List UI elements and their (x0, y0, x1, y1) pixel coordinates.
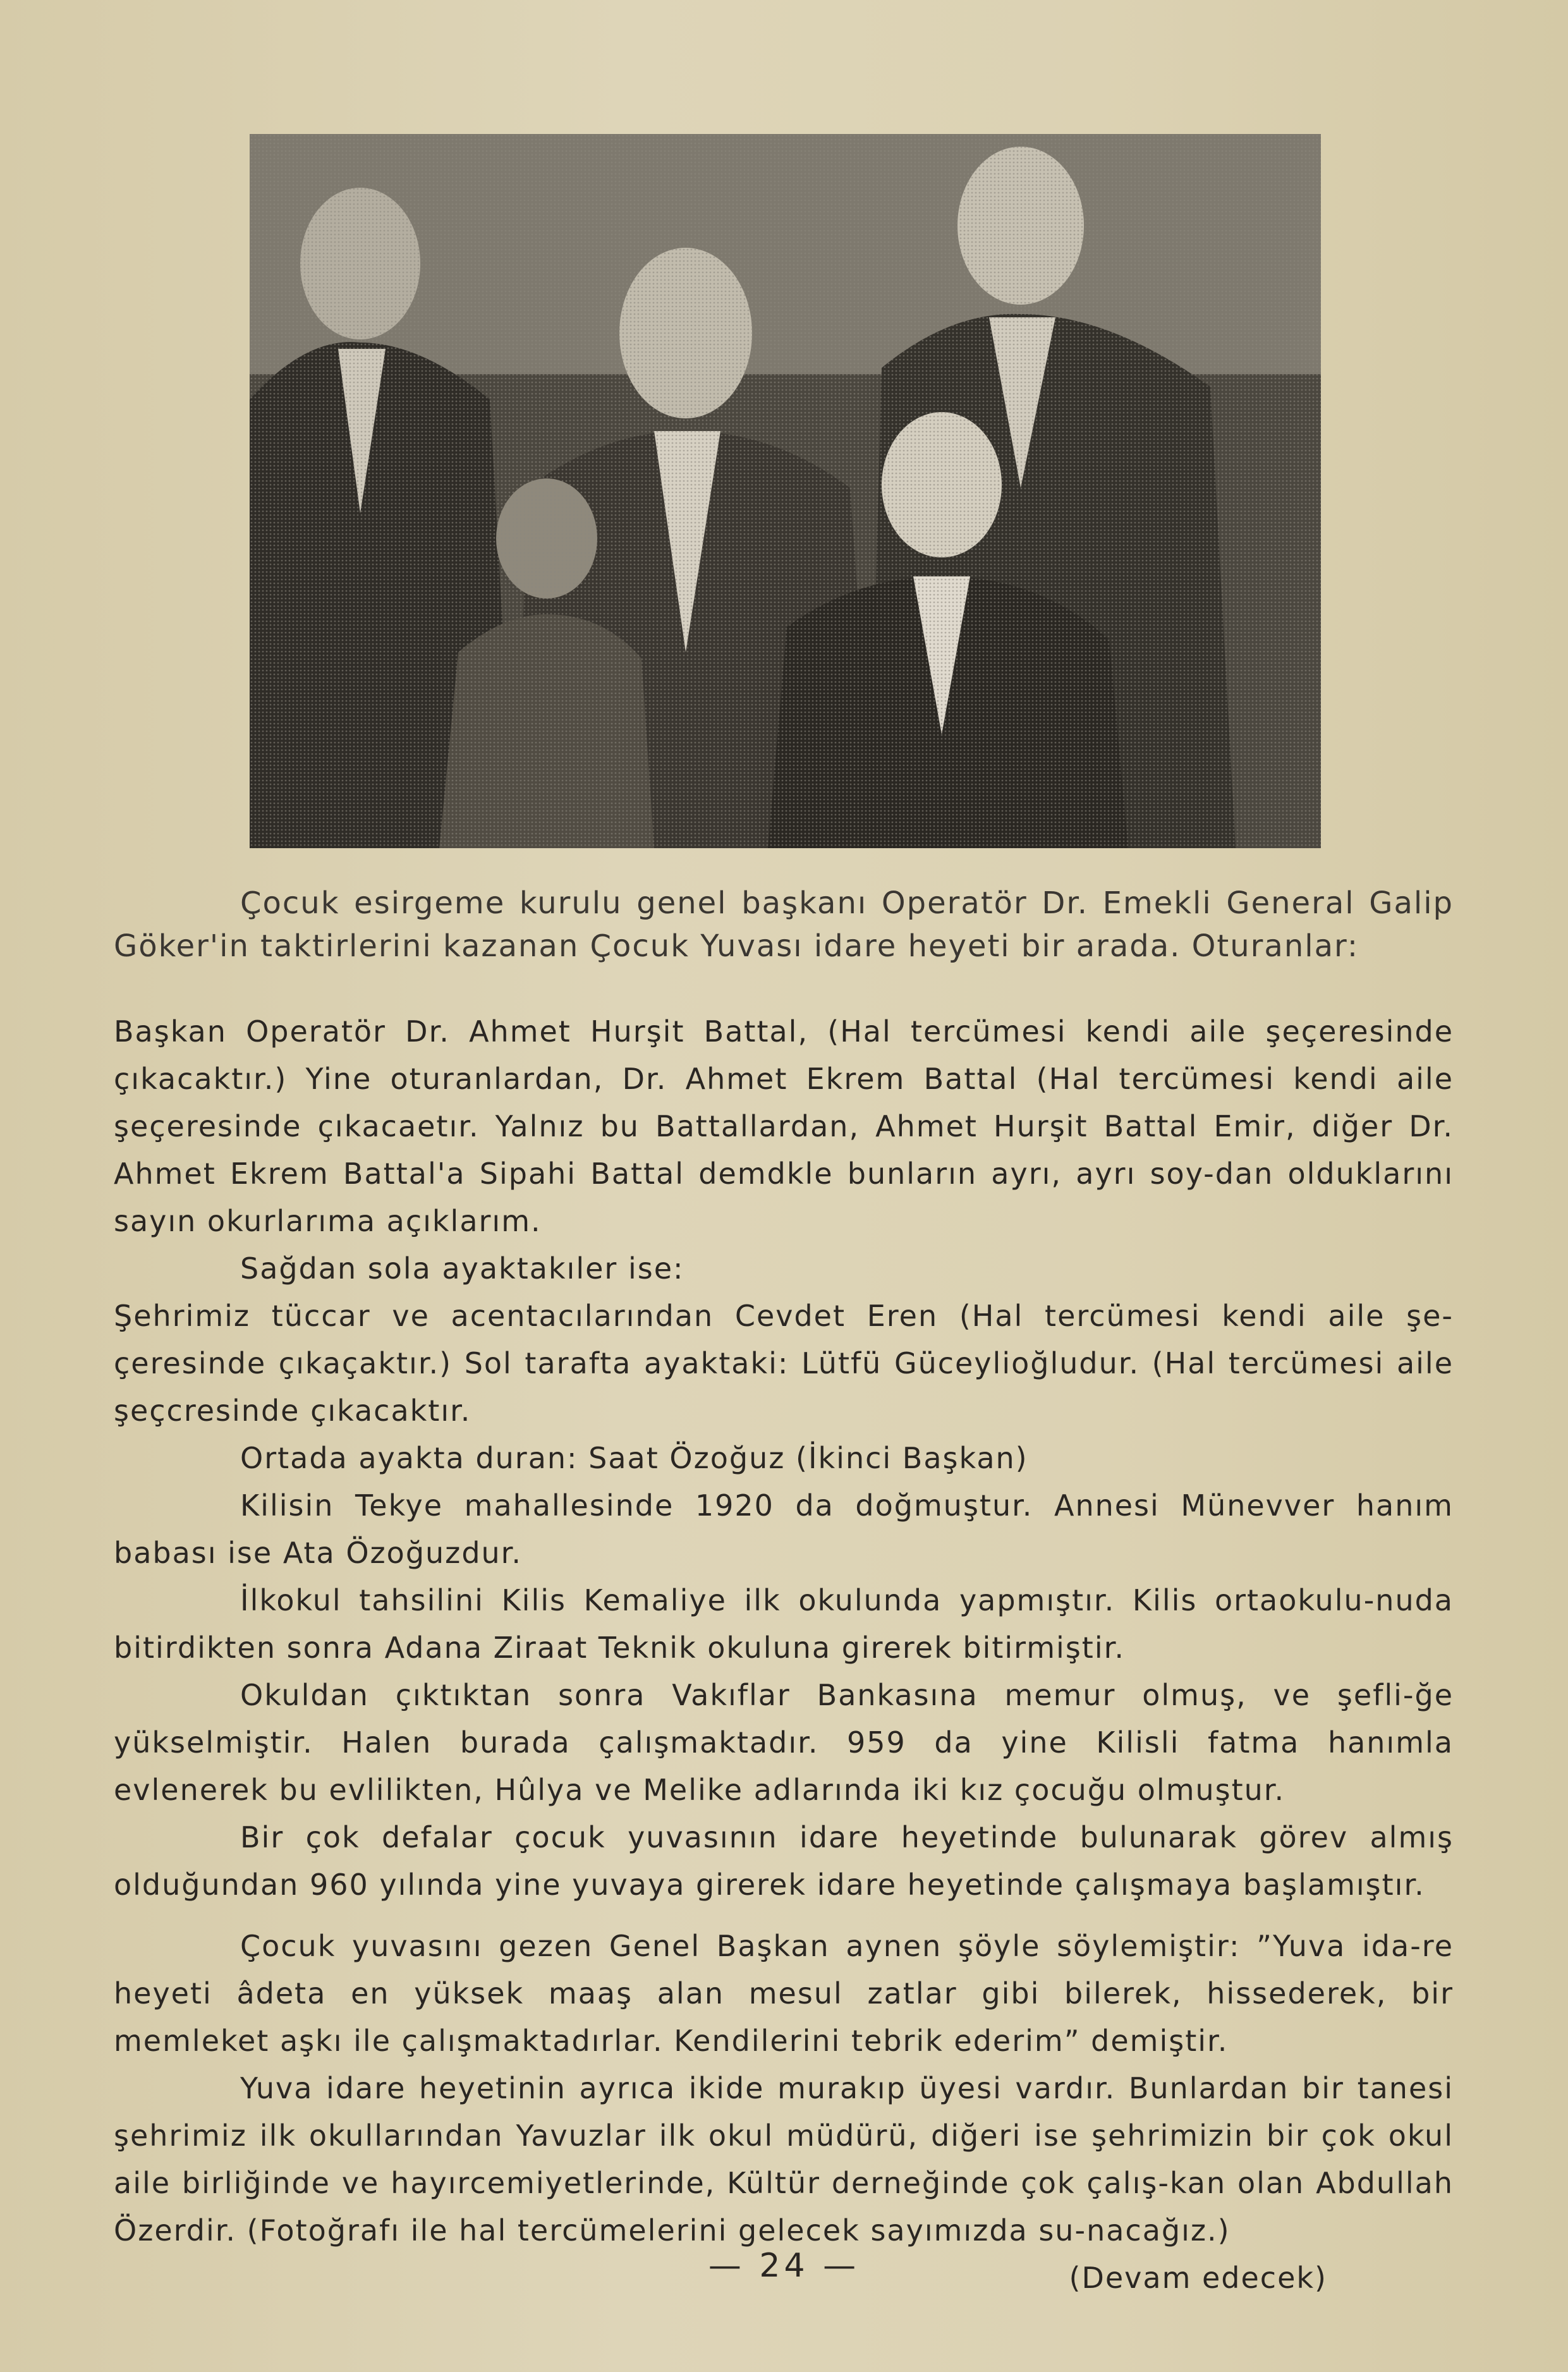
paragraph-auditors: Yuva idare heyetinin ayrıca ikide murakıp üyesi vardır. Bunlardan bir tanesi şehrimiz ilk okullarından Yavuzlar ilk okul müdürü, diğeri ise şehrimizin bir çok okul aile birliğinde ve hayırcemiyetlerinde, Kültür derneğinde çok çalış-kan olan Abdullah Özerdir. (Fotoğrafı ile hal tercümelerini gelecek sayımızda su-nacağız.) (114, 2071, 1454, 2247)
group-photo-image (250, 134, 1321, 848)
paragraph-career: Okuldan çıktıktan sonra Vakıflar Bankasına memur olmuş, ve şefli-ğe yükselmiştir. Halen burada çalışmaktadır. 959 da yine Kilisli fatma hanımla evlenerek bu evlilikten, Hûlya ve Melike adlarında iki kız çocuğu olmuştur. (114, 1678, 1454, 1807)
group-photo (250, 134, 1321, 848)
page-number: — 24 — (708, 2247, 860, 2285)
paragraph-committee: Bir çok defalar çocuk yuvasının idare heyetinde bulunarak görev almış olduğundan 960 yılında yine yuvaya girerek idare heyetinde çalışmaya başlamıştır. (114, 1820, 1454, 1902)
paragraph-education: İlkokul tahsilini Kilis Kemaliye ilk okulunda yapmıştır. Kilis ortaokulu-nuda bitirdikten sonra Adana Ziraat Teknik okuluna girerek bitirmiştir. (114, 1583, 1454, 1665)
paragraph-standing-intro: Sağdan sola ayaktakıler ise: (240, 1251, 684, 1286)
article-body (114, 1008, 1454, 2302)
paragraph-birthplace: Kilisin Tekye mahallesinde 1920 da doğmuştur. Annesi Münevver hanım babası ise Ata Özoğuzdur. (114, 1488, 1454, 1570)
paragraph-cevdet-eren: Şehrimiz tüccar ve acentacılarından Cevdet Eren (Hal tercümesi kendi aile şe-çeresinde çıkaçaktır.) Sol tarafta ayaktaki: Lütfü Güceylioğludur. (Hal tercümesi aile şeçcresinde çıkacaktır. (114, 1299, 1454, 1428)
continued-note: (Devam edecek) (1069, 2261, 1327, 2295)
paragraph-battal: Başkan Operatör Dr. Ahmet Hurşit Battal, (Hal tercümesi kendi aile şeçeresinde çıkacaktır.) Yine oturanlardan, Dr. Ahmet Ekrem Battal (Hal tercümesi kendi aile şeçeresinde çıkacaetır. Yalnız bu Battallardan, Ahmet Hurşit Battal Emir, diğer Dr. Ahmet Ekrem Battal'a Sipahi Battal demdkle bunların ayrı, ayrı soy-dan olduklarını sayın okurlarıma açıklarım. (114, 1014, 1454, 1238)
paragraph-president-quote: Çocuk yuvasını gezen Genel Başkan aynen şöyle söylemiştir: ”Yuva ida-re heyeti âdeta en yüksek maaş alan mesul zatlar gibi bilerek, hissederek, bir memleket aşkı ile çalışmaktadırlar. Kendilerini tebrik ederim” demiştir. (114, 1929, 1454, 2058)
paragraph-center-standing: Ortada ayakta duran: Saat Özoğuz (İkinci Başkan) (240, 1441, 1028, 1475)
photo-caption: Çocuk esirgeme kurulu genel başkanı Operatör Dr. Emekli General Galip Göker'in taktirlerini kazanan Çocuk Yuvası idare heyeti bir arada. Oturanlar: (114, 885, 1454, 964)
